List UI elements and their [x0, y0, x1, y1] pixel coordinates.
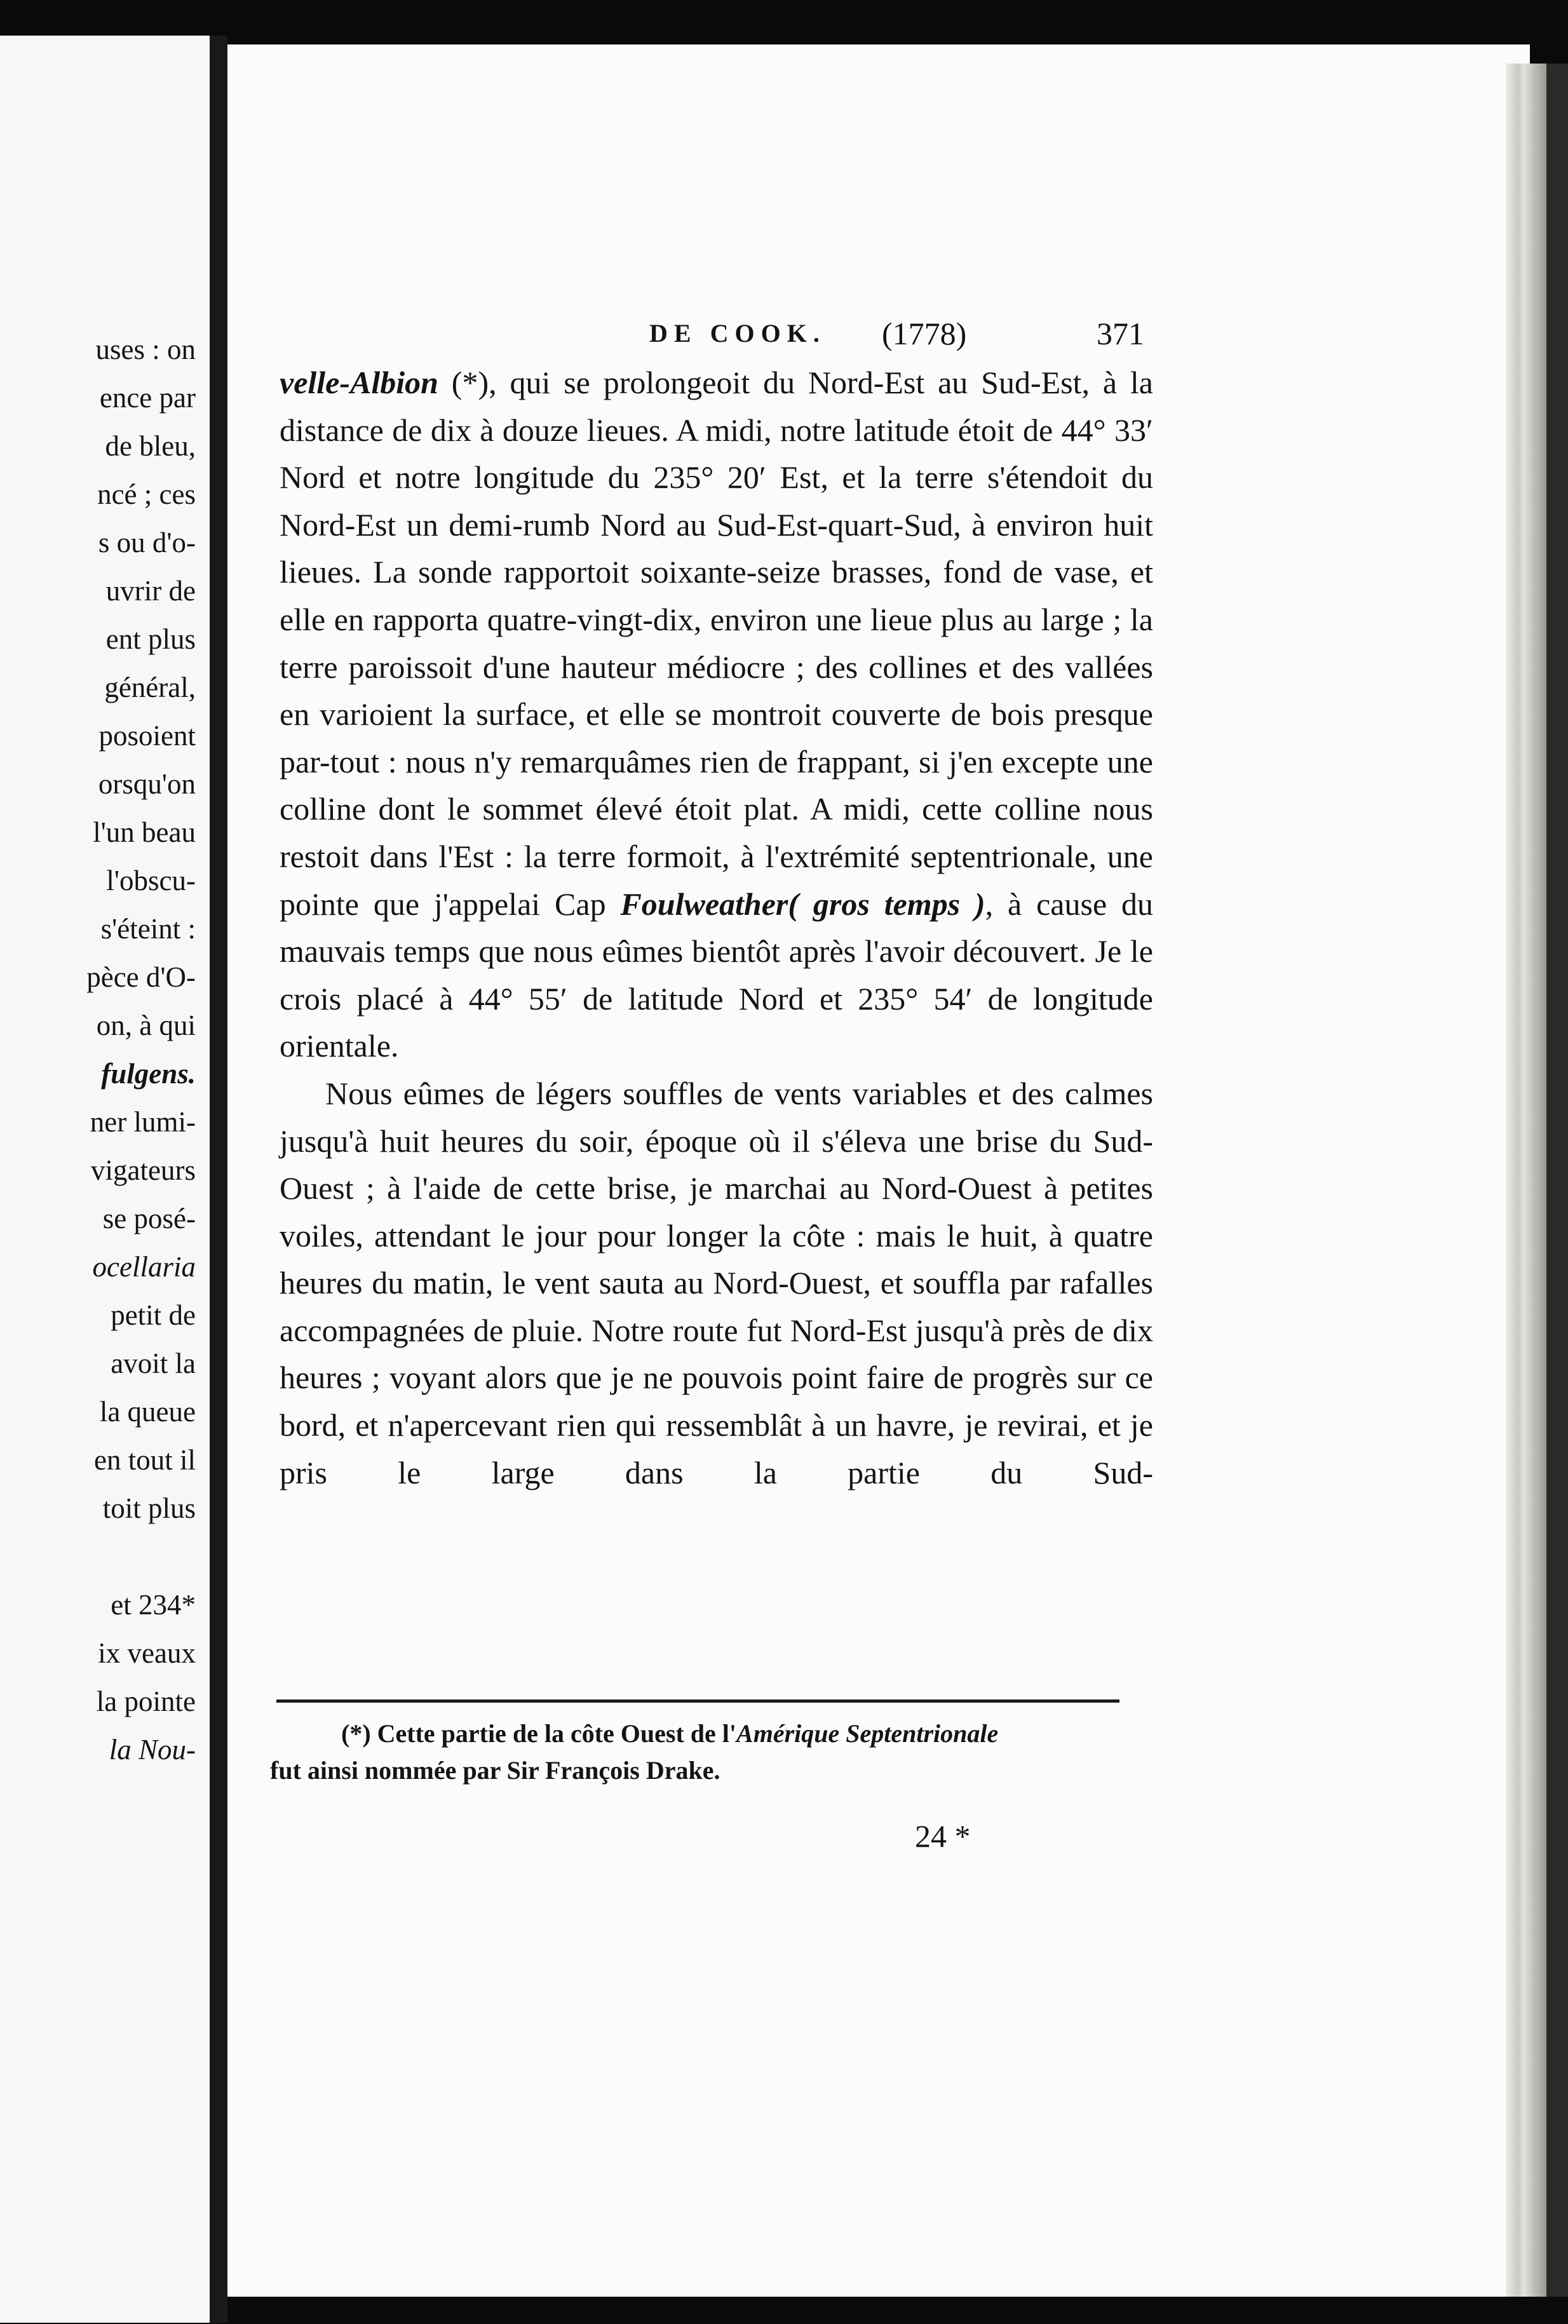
left-line: s ou d'o-: [98, 527, 196, 558]
footnote-line: [270, 1715, 1134, 1752]
left-line: général,: [104, 672, 196, 703]
left-line: on, à qui: [96, 1010, 196, 1041]
footnote: [270, 1715, 1134, 1789]
paragraph: [280, 359, 1153, 1070]
running-title: DE COOK.: [649, 319, 826, 348]
left-line: uses : on: [95, 334, 196, 365]
left-line: en tout il: [94, 1444, 196, 1476]
left-line: orsqu'on: [98, 768, 196, 800]
left-line: l'obscu-: [106, 865, 196, 896]
cape-gloss: ( gros temps ): [788, 886, 985, 922]
left-line: pèce d'O-: [86, 961, 196, 993]
signature-mark: 24 *: [915, 1818, 971, 1854]
left-line: avoit la: [111, 1348, 196, 1379]
left-line: ncé ; ces: [97, 478, 196, 510]
body-text: [280, 359, 1153, 1496]
paragraph-text: , à cause du mauvais temps que nous eûmes bientôt après l'avoir découvert. Je le crois placé à 44° 55′ de latitude Nord et 235° 54′ de longitude orientale.: [280, 886, 1154, 1064]
left-line: petit de: [111, 1299, 196, 1331]
left-line: l'un beau: [93, 816, 196, 848]
left-line: ence par: [99, 382, 196, 414]
left-line: de bleu,: [105, 430, 196, 462]
page-edge-shadow: [1546, 64, 1568, 2297]
cape-name: Foulweather: [620, 886, 788, 922]
left-line: ner lumi-: [90, 1106, 196, 1138]
footnote-line: fut ainsi nommée par Sir François Drake.: [270, 1756, 720, 1785]
left-line: la queue: [99, 1396, 196, 1428]
header-year: (1778): [882, 316, 967, 351]
footnote-rule: [276, 1699, 1119, 1703]
footnote-text: (*) Cette partie de la côte Ouest de l': [341, 1719, 737, 1748]
left-line: uvrir de: [105, 575, 196, 607]
page-edge: [1506, 64, 1546, 2297]
left-line: s'éteint :: [100, 913, 196, 945]
left-line: se posé-: [102, 1203, 196, 1234]
left-line: et 234*: [111, 1589, 196, 1621]
left-line: ocellaria: [92, 1251, 196, 1283]
left-line: toit plus: [102, 1492, 196, 1524]
left-line: la pointe: [96, 1686, 196, 1717]
page-number: 371: [1097, 316, 1144, 351]
page-header: [0, 311, 1568, 356]
left-line: ix veaux: [98, 1637, 196, 1669]
left-line: fulgens.: [101, 1058, 196, 1090]
italic-phrase: velle-Albion: [280, 365, 438, 400]
left-line: vigateurs: [91, 1154, 196, 1186]
left-line: la Nou-: [109, 1734, 196, 1766]
paragraph-text: (*), qui se prolongeoit du Nord-Est au Sud-Est, à la distance de dix à douze lieues. A midi, notre latitude étoit de 44° 33′ Nord et notre longitude du 235° 20′ Est, et la terre s'étendoit du Nord-Est un demi-rumb Nord au Sud-Est-quart-Sud, à environ huit lieues. La sonde rapportoit soixante-seize brasses, fond de vase, et elle en rapporta quatre-vingt-dix, environ une lieue plus au large ; la terre paroissoit d'une hauteur médiocre ; des collines et des vallées en varioient la surface, et elle se montroit couverte de bois presque par-tout : nous n'y remarquâmes rien de frappant, si j'en excepte une colline dont le sommet élevé étoit plat. A midi, cette colline nous restoit dans l'Est : la terre formoit, à l'extrémité septentrionale, une pointe que j'appelai Cap: [280, 365, 1153, 922]
left-line: posoient: [98, 720, 196, 752]
left-line: ent plus: [105, 623, 196, 655]
left-facing-page: [0, 36, 210, 2323]
footnote-italic: Amérique Septentrionale: [736, 1719, 999, 1748]
paragraph: Nous eûmes de légers souffles de vents variables et des calmes jusqu'à huit heures du soir, époque où il s'éleva une brise du Sud-Ouest ; à l'aide de cette brise, je marchai au Nord-Ouest à petites voiles, attendant le jour pour longer la côte : mais le huit, à quatre heures du matin, le vent sauta au Nord-Ouest, et souffla par rafalles accompagnées de pluie. Notre route fut Nord-Est jusqu'à près de dix heures ; voyant alors que je ne pouvois point faire de progrès sur ce bord, et n'apercevant rien qui ressemblât à un havre, je revirai, et je pris le large dans la partie du Sud-: [280, 1075, 1153, 1490]
book-gutter: [210, 36, 227, 2323]
